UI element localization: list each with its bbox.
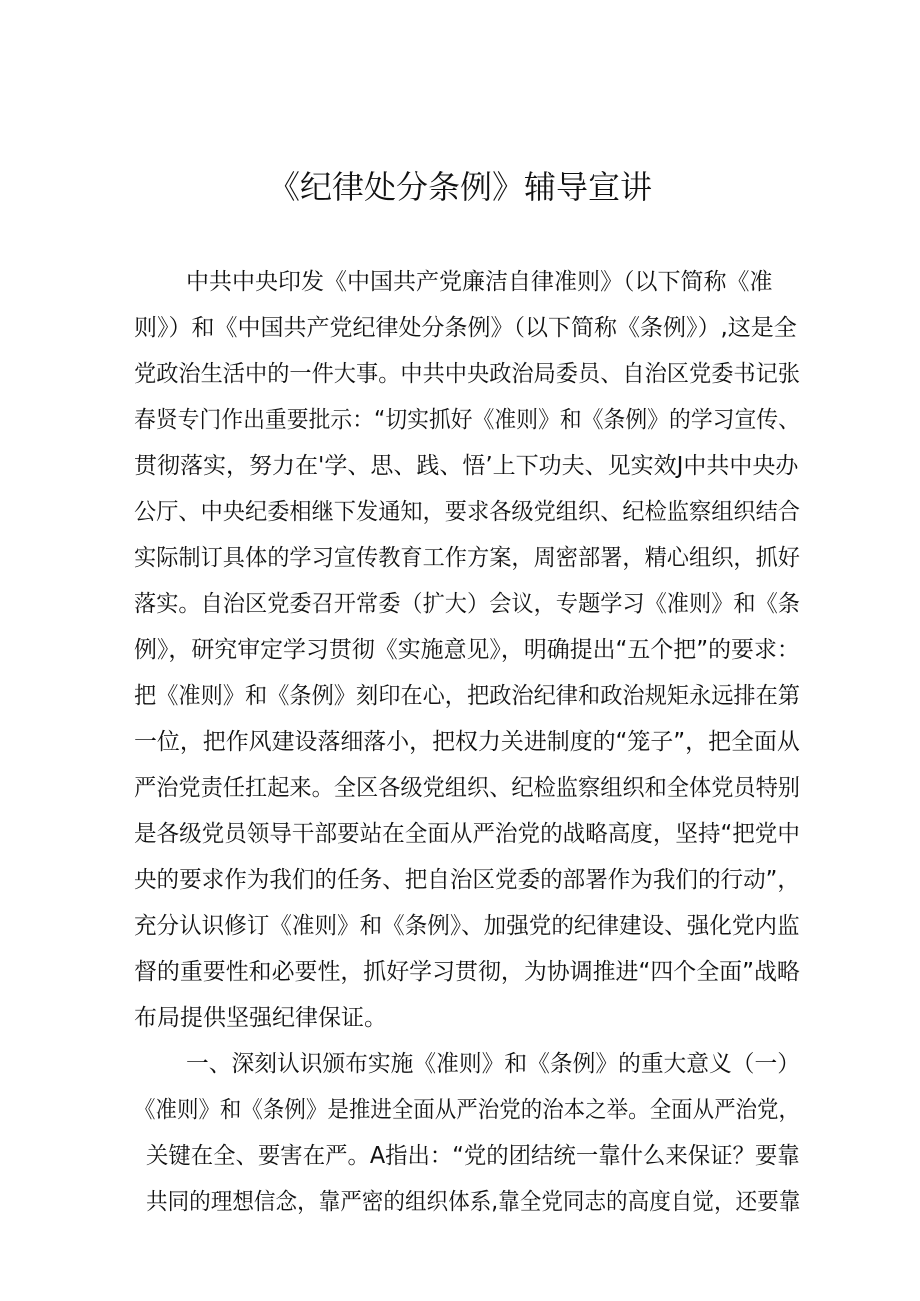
paragraph-line: 则》）和《中国共产党纪律处分条例》（以下简称《条例》）,这是全 — [134, 315, 797, 341]
paragraph-line: 贯彻落实，努力在'学、思、践、悟’上下功夫、见实效J中共中央办 — [134, 453, 799, 479]
paragraph-line: 是各级党员领导干部要站在全面从严治党的战略高度，坚持“把党中 — [134, 821, 800, 847]
document-title: 《纪律处分条例》辅导宣讲 — [267, 168, 652, 206]
paragraph-line: 例》，研究审定学习贯彻《实施意见》，明确提出“五个把”的要求： — [134, 637, 800, 663]
paragraph-line: 一位，把作风建设落细落小，把权力关进制度的“笼子”，把全面从 — [134, 729, 800, 755]
paragraph-line: 《准则》和《条例》是推进全面从严治党的治本之举。全面从严治党， — [134, 1097, 800, 1123]
paragraph-line: 充分认识修订《准则》和《条例》、加强党的纪律建设、强化党内监 — [134, 913, 800, 939]
paragraph-line: 严治党责任扛起来。全区各级党组织、纪检监察组织和全体党员特别 — [134, 775, 800, 801]
section-heading-line: 一、深刻认识颁布实施《准则》和《条例》的重大意义（一） — [186, 1051, 800, 1077]
paragraph-line: 督的重要性和必要性，抓好学习贯彻，为协调推进“四个全面”战略 — [134, 959, 800, 985]
paragraph-line: 党政治生活中的一件大事。中共中央政治局委员、自治区党委书记张 — [134, 361, 800, 387]
paragraph-line: 把《准则》和《条例》刻印在心，把政治纪律和政治规矩永远排在第 — [134, 683, 800, 709]
paragraph-line: 布局提供坚强纪律保证。 — [134, 1005, 387, 1031]
paragraph-line: 实际制订具体的学习宣传教育工作方案，周密部署，精心组织，抓好 — [134, 545, 800, 571]
paragraph-line: 落实。自治区党委召开常委（扩大）会议，专题学习《准则》和《条 — [134, 591, 800, 617]
paragraph-line: 共同的理想信念，靠严密的组织体系,靠全党同志的高度自觉，还要靠 — [146, 1189, 801, 1215]
paragraph-line: 央的要求作为我们的任务、把自治区党委的部署作为我们的行动”， — [134, 867, 800, 893]
paragraph-line: 公厅、中央纪委相继下发通知，要求各级党组织、纪检监察组织结合 — [134, 499, 800, 525]
paragraph-line: 中共中央印发《中国共产党廉洁自律准则》（以下简称《准 — [186, 269, 773, 295]
paragraph-line: 关键在全、要害在严。A指出：“党的团结统一靠什么来保证？要靠 — [146, 1143, 800, 1169]
paragraph-line: 春贤专门作出重要批示：“切实抓好《准则》和《条例》的学习宣传、 — [134, 407, 800, 433]
